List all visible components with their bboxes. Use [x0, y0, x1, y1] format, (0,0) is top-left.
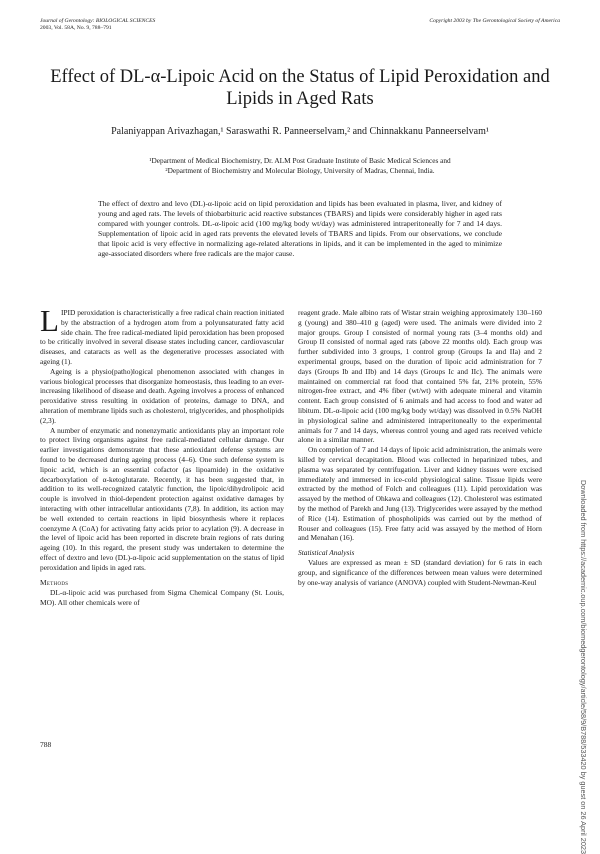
copyright-notice: Copyright 2003 by The Gerontological Society of America: [429, 18, 560, 24]
author-list: Palaniyappan Arivazhagan,¹ Saraswathi R. Panneerselvam,² and Chinnakkanu Panneerselvam¹: [111, 126, 489, 137]
affiliations: [40, 156, 560, 176]
methods-paragraph-1: DL-α-lipoic acid was purchased from Sigma Chemical Company (St. Louis, MO). All other chemicals were of: [40, 588, 284, 608]
drop-cap: L: [40, 303, 59, 338]
body-column-left: [40, 303, 284, 608]
body-column-right: [298, 308, 542, 587]
statistics-paragraph: Values are expressed as mean ± SD (standard deviation) for 6 rats in each group, and significance of the differences between mean values were determined by one-way analysis of variance (ANOVA) coupled with Student-Newman-Keul: [298, 557, 542, 587]
affiliation-2: ²Department of Biochemistry and Molecular Biology, University of Madras, Chennai, India.: [165, 166, 435, 175]
methods-heading: Methods: [40, 577, 69, 587]
download-watermark: Downloaded from https://academic.oup.com/biomedgerontology/article/58/9/B788/533420 by guest on 26 April 2023: [579, 480, 588, 854]
methods-paragraph-3: On completion of 7 and 14 days of lipoic acid administration, the animals were killed by cervical decapitation. Blood was collected in heparinized tubes, and plasma was separated by centrifugation. Liver and kidney tissues were excised immediately and immersed in ice-cold physiological saline. Tissue lipids were extracted by the method of Folch and colleagues (11). Lipid peroxidation was assayed by the method of Ohkawa and colleagues (12). Cholesterol was estimated by the method of Parekh and Jung (13). Triglycerides were assayed by the method of Rice (14). Estimation of phospholipids was carried out by the method of Rouser and colleagues (15). Free fatty acid was assayed by the method of Horn and Menahan (16).: [298, 445, 542, 543]
statistical-analysis-heading: Statistical Analysis: [298, 548, 355, 558]
abstract: The effect of dextro and levo (DL)-α-lipoic acid on lipid peroxidation and lipids has been evaluated in plasma, liver, and kidney of young and aged rats. The levels of thiobarbituric acid reactive substances (TBARS) and lipids were considerably higher in aged rats compared with younger controls. DL-α-lipoic acid (100 mg/kg body wt/day) was administered intraperitoneally for 7 and 14 days. Supplementation of lipoic acid in aged rats prevents the elevated levels of TBARS and lipids. From our observations, we conclude that lipoic acid is very effective in normalizing age-related alterations in lipids, and it can be implemented in the aged to minimize age-associated disorders where free radicals are the major cause.: [98, 199, 502, 258]
page-number: 788: [40, 740, 52, 749]
intro-lead-word: IPID: [60, 308, 76, 317]
methods-paragraph-2: reagent grade. Male albino rats of Wistar strain weighing approximately 130–160 g (young) and 380–410 g (aged) were used. The animals were divided into 2 major groups. Group I consisted of normal young rats (3–4 months old) and Group II consisted of normal aged rats (above 22 months old). Each group was further subdivided into 3 groups, 1 control group (Groups Ia and IIa) and 2 experimental groups, based on the duration of lipoic acid administration for 7 days (Groups Ib and IIb) and 14 days (Groups Ic and IIc). The animals were maintained on commercial rat food that contained 5% fat, 21% protein, 55% nitrogen-free extract, and 4% fiber (wt/wt) with adequate mineral and vitamin content. Each group consisted of 6 animals and had access to food and water ad libitum. DL-α-lipoic acid (100 mg/kg body wt/day) was dissolved in 0.5% NaOH in physiological saline and administered intraperitoneally to the experimental animals for 7 and 14 days, whereas control young and aged rats received vehicle alone in a similar manner.: [298, 308, 542, 445]
intro-paragraph-2: Ageing is a physio(patho)logical phenomenon associated with changes in various biological processes that disorganize homeostasis, thus leading to an ever-increasing likelihood of disease and death. Ageing involves a process of enhanced peroxidative stress resulting in oxidation of proteins, damage to DNA, and alteration of membrane lipids such as cholesterol, triglycerides, and phospholipids (2,3).: [40, 366, 284, 425]
intro-paragraph-1: [40, 303, 284, 367]
journal-citation: 2003, Vol. 58A, No. 9, 788–791: [40, 25, 112, 31]
journal-name: Journal of Gerontology: BIOLOGICAL SCIENCES: [40, 18, 156, 24]
affiliation-1: ¹Department of Medical Biochemistry, Dr. ALM Post Graduate Institute of Basic Medical Sciences and: [149, 156, 451, 165]
intro-paragraph-3: A number of enzymatic and nonenzymatic antioxidants play an important role to protect living organisms against free radical-mediated cellular damage. Our earlier investigations demonstrate that these antioxidant defense systems are found to be decreased during ageing process (4–6). One such defense system is lipoic acid, which is an essential cofactor (as lipoamide) in the oxidative decarboxylation of α-ketoglutarate. Recently, it has been suggested that, in addition to its well-recognized catalytic function, the lipoic/dihydrolipoic acid couple is involved in thiol-dependent protection against oxidative damages by interacting with other intracellular antioxidants (7,8). In addition, its action may be well extended to certain reactions in lipid biosynthesis where it replaces coenzyme A (CoA) for activating fatty acids prior to acylation (9). A decrease in the level of lipoic acid has been reported in discrete brain regions of rats during ageing (10). In this regard, the present study was undertaken to determine the effect of dextro and levo (DL)-α-lipoic acid supplementation on the status of lipid peroxidation and lipids in aged rats.: [40, 425, 284, 572]
article-title: Effect of DL-α-Lipoic Acid on the Status of Lipid Peroxidation and Lipids in Aged Rats: [50, 67, 550, 109]
intro-paragraph-1-text: peroxidation is characteristically a free radical chain reaction initiated by the abstraction of a hydrogen atom from a polyunsaturated fatty acid side chain. The free radical-mediated lipid peroxidation has been proposed to be critically involved in several disease states including cancer, cardiovascular diseases, and cataracts as well as the degenerative processes associated with ageing (1).: [40, 308, 284, 366]
running-header-journal: [40, 18, 155, 32]
